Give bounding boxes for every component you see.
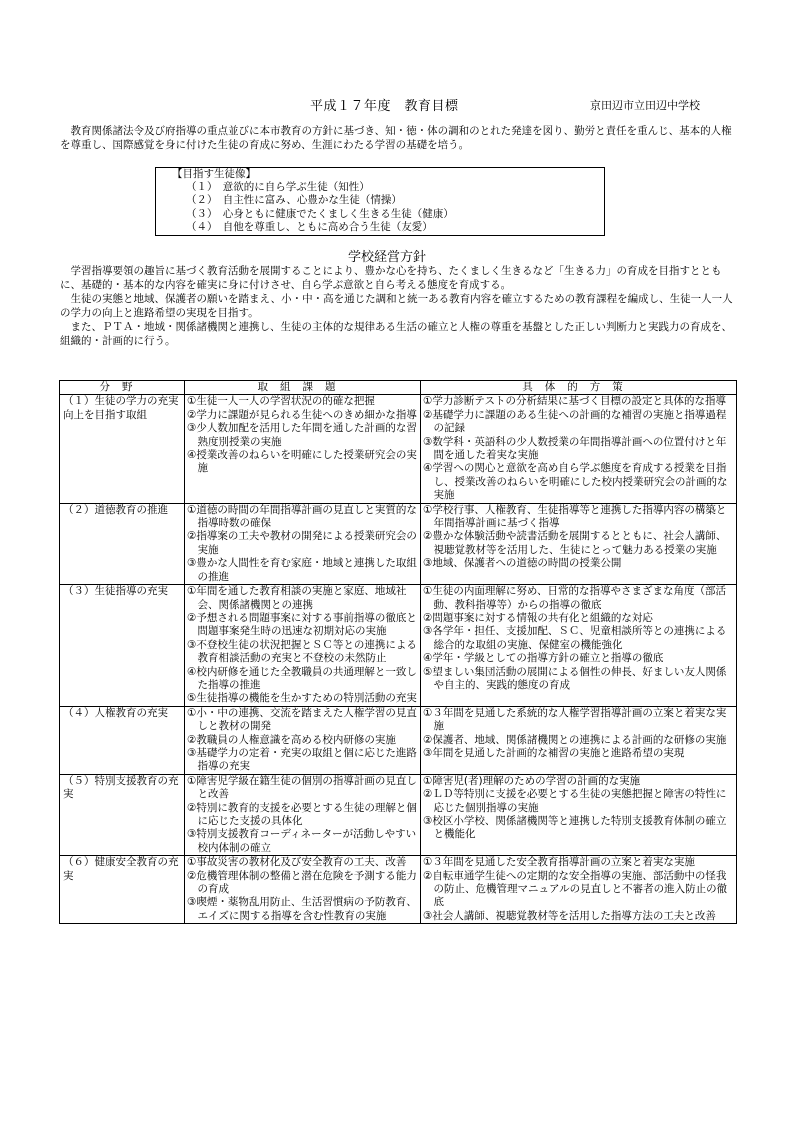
goal-item: （１） 意欲的に自ら学ぶ生徒（知性） <box>186 181 370 194</box>
measure-item: ②自転車通学生徒への定期的な安全指導の実施、部活動中の怪我の防止、危機管理マニュアルの見直しと不審者の進入防止の徹底 <box>423 869 728 909</box>
tasks-cell <box>185 503 421 584</box>
area-cell: （４）人権教育の充実 <box>60 706 185 774</box>
school-name: 京田辺市立田辺中学校 <box>590 99 700 112</box>
task-item: ②教職員の人権意識を高める校内研修の実施 <box>187 733 396 746</box>
measure-item: ③地域、保護者への道徳の時間の授業公開 <box>423 557 622 570</box>
measure-item: ③年間を見通した計画的な補習の実施と進路希望の実現 <box>423 746 685 759</box>
task-item: ④授業改善のねらいを明確にした授業研究会の実施 <box>187 449 417 475</box>
policy-title: 学校経営方針 <box>348 250 427 265</box>
task-item: ①生徒一人一人の学習状況の的確な把握 <box>187 395 375 408</box>
task-item: ②予想される問題事案に対する事前指導の徹底と問題事案発生時の迅速な初期対応の実施 <box>187 611 417 638</box>
task-item: ③豊かな人間性を育む家庭・地域と連携した取組の推進 <box>187 557 417 583</box>
table-row <box>60 395 737 503</box>
tasks-cell <box>185 395 421 503</box>
task-item: ①事故災害の教材化及び安全教育の工夫、改善 <box>187 856 407 869</box>
task-item: ②特別に教育的支援を必要とする生徒の理解と個に応じた支援の具体化 <box>187 801 417 827</box>
header-tasks: 取組課題 <box>185 381 421 395</box>
goal-item: （２） 自主性に富み、心豊かな生徒（情操） <box>186 194 402 207</box>
measure-item: ④学年・学級としての指導方針の確立と指導の徹底 <box>423 652 664 665</box>
measure-item: ①３年間を見通した系統的な人権学習指導計画の立案と着実な実施 <box>423 706 727 733</box>
task-item: ②学力に課題が見られる生徒へのきめ細かな指導 <box>187 408 417 421</box>
policy-paragraph: 生徒の実態と地域、保護者の願いを踏まえ、小・中・高を通じた調和と統一ある教育内容を確立するための教育課程を編成し、生徒一人一人の学力の向上と進路希望の実現を目指す。 <box>60 293 733 319</box>
intro-paragraph: 教育関係諸法令及び府指導の重点並びに本市教育の方針に基づき、知・徳・体の調和のとれた発達を図り、勤労と責任を重んじ、基本的人権を尊重し、国際感覚を身に付けた生徒の育成に努め、生涯にわたる学習の基礎を培う。 <box>60 125 732 151</box>
table-row <box>60 585 737 707</box>
policy-text <box>60 264 740 348</box>
table-row <box>60 706 737 774</box>
table-row <box>60 774 737 855</box>
page-title: 平成１７年度 教育目標 <box>310 99 459 114</box>
measure-item: ②保護者、地域、関係諸機関との連携による計画的な研修の実施 <box>423 733 727 746</box>
table-row <box>60 856 737 924</box>
task-item: ③不登校生徒の状況把握とＳＣ等との連携による教育相談活動の充実と不登校の未然防止 <box>187 638 417 665</box>
measure-item: ③各学年・担任、支援加配、ＳＣ、児童相談所等との連携による総合的な取組の実施、保健室の機能強化 <box>423 625 727 651</box>
header-area: 分野 <box>60 381 185 395</box>
measure-item: ③校区小学校、関係諸機関等と連携した特別支援教育体制の確立と機能化 <box>423 815 727 841</box>
header-measures: 具体的方策 <box>421 381 737 395</box>
task-item: ④校内研修を通じた全教職員の共通理解と一致した指導の推進 <box>187 665 417 691</box>
measures-cell <box>421 585 737 707</box>
measures-table <box>59 380 737 924</box>
table-header-row <box>60 381 737 395</box>
measure-item: ②豊かな体験活動や読書活動を展開するとともに、社会人講師、視聴覚教材等を活用した、生徒にとって魅力ある授業の実施 <box>423 530 727 556</box>
task-item: ③少人数加配を活用した年間を通した計画的な習熟度別授業の実施 <box>187 422 417 448</box>
measures-cell <box>421 856 737 924</box>
task-item: ③特別支援教育コーディネーターが活動しやすい校内体制の確立 <box>187 828 417 854</box>
tasks-cell <box>185 585 421 707</box>
goals-heading: 【目指す生徒像】 <box>172 168 256 180</box>
task-item: ②危機管理体制の整備と潜在危険を予測する能力の育成 <box>187 869 417 896</box>
area-cell: （５）特別支援教育の充実 <box>60 774 185 855</box>
measure-item: ④学習への関心と意欲を高め自ら学ぶ態度を育成する授業を目指し、授業改善のねらいを明確にした校内授業研究会の計画的な実施 <box>423 462 728 502</box>
measure-item: ②ＬＤ等特別に支援を必要とする生徒の実態把握と障害の特性に応じた個別指導の実施 <box>423 788 727 814</box>
task-item: ③基礎学力の定着・充実の取組と個に応じた進路指導の充実 <box>187 746 417 773</box>
task-item: ⑤生徒指導の機能を生かすための特別活動の充実 <box>187 692 417 705</box>
task-item: ①年間を通した教育相談の実施と家庭、地域社会、関係諸機関との連携 <box>187 585 407 611</box>
task-item: ①小・中の連携、交流を踏まえた人権学習の見直しと教材の開発 <box>187 706 417 733</box>
task-item: ③喫煙・薬物乱用防止、生活習慣病の予防教育、エイズに関する指導を含む性教育の実施 <box>187 896 417 922</box>
measures-cell <box>421 395 737 503</box>
measure-item: ⑤望ましい集団活動の展開による個性の伸長、好ましい友人関係や自主的、実践的態度の育成 <box>423 665 727 691</box>
measure-item: ①３年間を見通した安全教育指導計画の立案と着実な実施 <box>423 856 695 869</box>
measure-item: ①学校行事、人権教育、生徒指導等と連携した指導内容の構築と年間指導計画に基づく指導 <box>423 503 727 530</box>
measures-cell <box>421 706 737 774</box>
measure-item: ②問題事案に対する情報の共有化と組織的な対応 <box>423 611 653 624</box>
tasks-cell <box>185 774 421 855</box>
tasks-cell <box>185 706 421 774</box>
table-row <box>60 503 737 584</box>
measure-item: ①障害児(者)理解のための学習の計画的な実施 <box>423 774 641 787</box>
goal-item: （４） 自他を尊重し、ともに高め合う生徒（友愛） <box>186 220 433 233</box>
measure-item: ①生徒の内面理解に努め、日常的な指導やさまざまな角度（部活動、教科指導等）からの指導の徹底 <box>423 585 726 611</box>
measure-item: ①学力診断テストの分析結果に基づく目標の設定と具体的な指導 <box>423 395 726 408</box>
measure-item: ③社会人講師、視聴覚教材等を活用した指導方法の工夫と改善 <box>423 909 716 922</box>
measure-item: ③数学科・英語科の少人数授業の年間指導計画への位置付けと年間を通した着実な実施 <box>423 435 727 462</box>
task-item: ①道徳の時間の年間指導計画の見直しと実質的な指導時数の確保 <box>187 503 417 530</box>
area-cell: （２）道徳教育の推進 <box>60 503 185 584</box>
policy-paragraph: また、ＰＴＡ・地域・関係諸機関と連携し、生徒の主体的な規律ある生活の確立と人権の尊重を基盤とした正しい判断力と実践力の育成を、組織的・計画的に行う。 <box>60 321 732 347</box>
tasks-cell <box>185 856 421 924</box>
task-item: ②指導案の工夫や教材の開発による授業研究会の実施 <box>187 530 417 556</box>
measure-item: ②基礎学力に課題のある生徒への計画的な補習の実施と指導過程の記録 <box>423 408 727 435</box>
area-cell: （３）生徒指導の充実 <box>60 585 185 707</box>
area-cell: （１）生徒の学力の充実向上を目指す取組 <box>60 395 185 503</box>
measures-cell <box>421 503 737 584</box>
measures-cell <box>421 774 737 855</box>
goal-item: （３） 心身ともに健康でたくましく生きる生徒（健康） <box>186 207 454 220</box>
task-item: ①障害児学級在籍生徒の個別の指導計画の見直しと改善 <box>187 774 417 801</box>
target-student-box <box>155 167 605 236</box>
policy-paragraph: 学習指導要領の趣旨に基づく教育活動を展開することにより、豊かな心を持ち、たくましく生きるなど「生きる力」の育成を目指すとともに、基礎的・基本的な内容を確実に身に付けさせ、自ら学ぶ意欲と自ら考える態度を育成する。 <box>60 265 722 291</box>
area-cell: （６）健康安全教育の充実 <box>60 856 185 924</box>
